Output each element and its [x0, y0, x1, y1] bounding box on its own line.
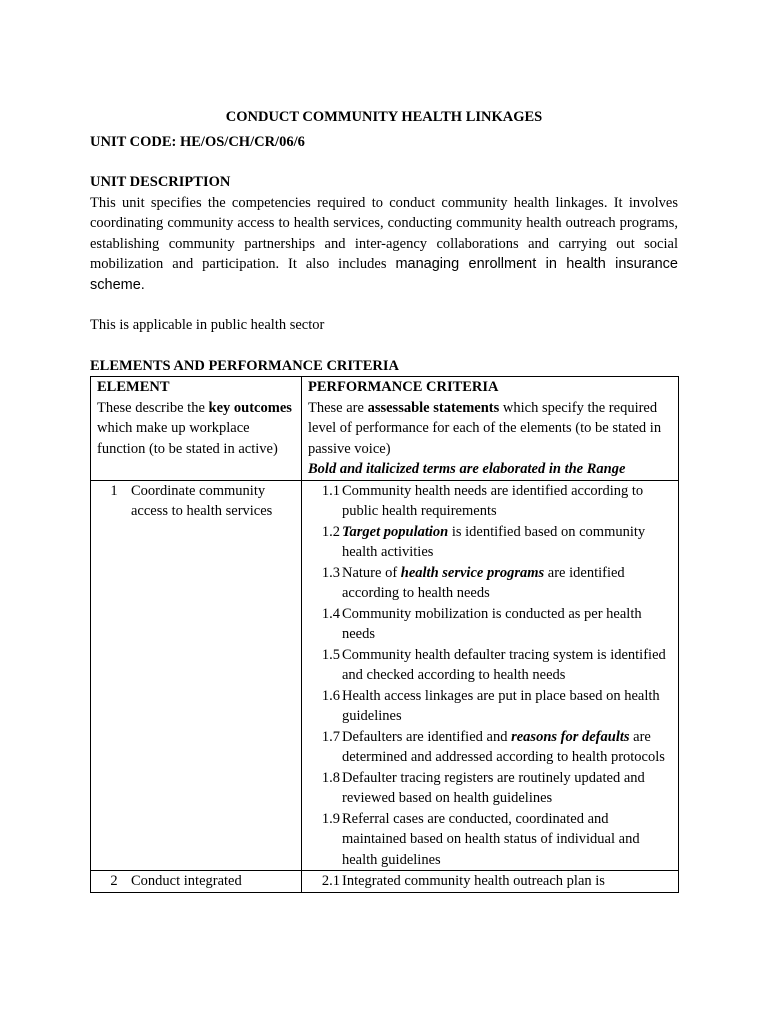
applicability-text: This is applicable in public health sector: [90, 317, 325, 333]
criterion-text: Referral cases are conducted, coordinated and maintained based on health status of individual and health guidelines: [342, 810, 640, 868]
criterion-number: 1.6: [321, 687, 340, 704]
criterion-text: Community mobilization is conducted as per health needs: [342, 605, 642, 642]
criterion-number: 1.1: [321, 482, 340, 499]
table-header-row: [91, 377, 679, 481]
criterion-item: [308, 604, 672, 645]
criterion-text: Defaulter tracing registers are routinely updated and reviewed based on health guidelines: [342, 769, 645, 806]
criterion-text: Health access linkages are put in place based on health guidelines: [342, 687, 660, 724]
element-text: Coordinate community access to health services: [131, 482, 273, 519]
criterion-number: 1.3: [321, 564, 340, 581]
element-column-title: ELEMENT: [97, 379, 170, 395]
criterion-number: 1.5: [321, 646, 340, 663]
criterion-text: Integrated community health outreach plan is: [342, 873, 605, 889]
element-cell: [91, 480, 302, 871]
criterion-item: [308, 871, 672, 892]
range-term: Target population: [342, 523, 449, 540]
criterion-item: [308, 522, 672, 563]
unit-description-heading: UNIT DESCRIPTION: [90, 174, 231, 190]
page-title: CONDUCT COMMUNITY HEALTH LINKAGES: [225, 109, 543, 125]
elements-heading: ELEMENTS AND PERFORMANCE CRITERIA: [90, 357, 399, 374]
criteria-cell: [302, 871, 679, 893]
criterion-text: Community health needs are identified according to public health requirements: [342, 482, 644, 519]
unit-description-text: This unit specifies the competencies required to conduct community health linkages. It involves coordinating community access to health services, conducting community health outreach programs, establishing community partnerships and inter-agency collaborations and carrying out social mobilization and participation. It also includes managing enrollment in health insurance scheme.: [90, 194, 678, 293]
criterion-item: [308, 809, 672, 871]
criterion-number: 1.2: [321, 523, 340, 540]
criterion-number: 1.9: [321, 810, 340, 827]
element-text: Conduct integrated: [131, 873, 242, 889]
criterion-number: 1.8: [321, 769, 340, 786]
element-cell: [91, 871, 302, 893]
criterion-item: [308, 563, 672, 604]
criteria-column-description: These are assessable statements which specify the required level of performance for each of the elements (to be stated in passive voice): [308, 399, 662, 457]
criterion-item: [308, 645, 672, 686]
criterion-text: Defaulters are identified and reasons for defaults are determined and addressed according to health protocols: [342, 728, 665, 765]
criterion-number: 2.1: [321, 873, 340, 889]
criteria-range-note: Bold and italicized terms are elaborated in the Range: [308, 461, 626, 477]
criteria-header-cell: [302, 377, 679, 481]
criterion-item: [308, 686, 672, 727]
element-header-cell: [91, 377, 302, 481]
criterion-item: [308, 727, 672, 768]
range-term: health service programs: [400, 564, 545, 581]
table-row: [91, 480, 679, 871]
unit-code: UNIT CODE: HE/OS/CH/CR/06/6: [90, 133, 305, 150]
criterion-number: 1.7: [321, 728, 340, 745]
criterion-text: Target population is identified based on community health activities: [342, 523, 646, 560]
element-column-description: These describe the key outcomes which make up workplace function (to be stated in active): [97, 399, 292, 457]
criterion-item: [308, 481, 672, 522]
criterion-number: 1.4: [321, 605, 340, 622]
criterion-item: [308, 768, 672, 809]
criterion-text: Nature of health service programs are identified according to health needs: [342, 564, 625, 601]
range-term: reasons for defaults: [511, 728, 630, 745]
table-row: [91, 871, 679, 893]
document-page: [90, 107, 678, 893]
criterion-text: Community health defaulter tracing system is identified and checked according to health needs: [342, 646, 666, 683]
criteria-cell: [302, 480, 679, 871]
elements-criteria-table: [90, 376, 679, 893]
criteria-column-title: PERFORMANCE CRITERIA: [308, 379, 499, 395]
element-number: 2: [110, 873, 118, 889]
element-number: 1: [110, 482, 118, 499]
